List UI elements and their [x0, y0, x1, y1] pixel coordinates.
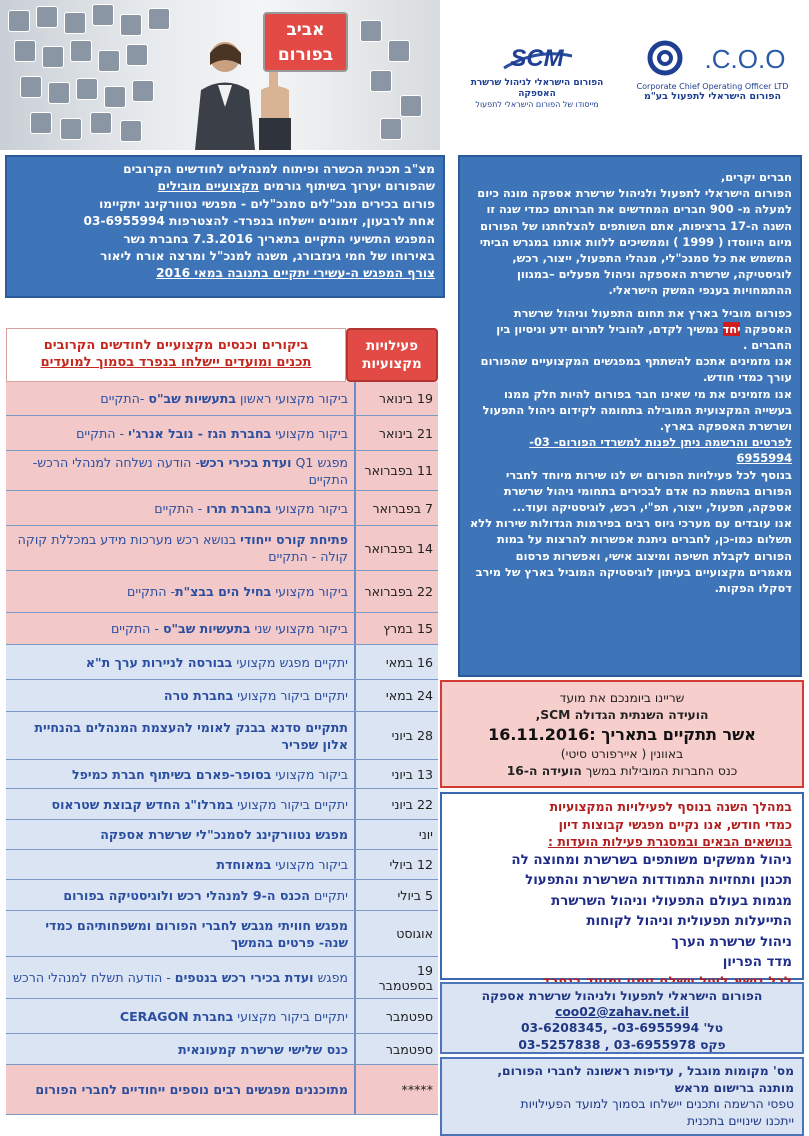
row-activity-text — [35, 1081, 348, 1098]
scm-mark-text: SCM — [510, 45, 564, 72]
notes-line-4: ייתכנו שינויים בתכנית — [686, 1113, 794, 1128]
coo-logo-line2: הפורום הישראלי לתפעול בע"מ — [643, 91, 782, 102]
row-activity — [6, 820, 354, 849]
row-activity-pre: ביקור מקצועי — [271, 766, 348, 782]
row-activity-bold: מפגש חוויתי מגבש לחברי הפורום ומשפחותיהם כמדי שנה- פרטים בהמשך — [45, 917, 348, 950]
topics-intro-2: כמדי חודש, אנו נקיים מפגשי קבוצות דיון — [558, 816, 792, 832]
row-activity — [6, 957, 354, 998]
row-activity-pre: יתקיים ביקור מקצועי — [233, 1008, 348, 1024]
row-activity-text — [12, 917, 348, 951]
coo-logo-mark — [625, 38, 800, 78]
row-activity-pre: מפגש — [313, 970, 348, 985]
row-activity-post: - התקיים — [76, 425, 129, 441]
table-row — [6, 789, 438, 820]
row-activity — [6, 416, 354, 450]
row-activity-text — [52, 796, 348, 813]
row-activity-bold: הכנס ה-9 למנהלי רכש ולוגיסטיקה בפורום — [63, 887, 310, 903]
scm-logo-line1: הפורום הישראלי לניהול שרשרת האספקה — [470, 78, 604, 99]
header-photo-collage — [0, 0, 440, 150]
row-activity-pre: ביקור מקצועי — [271, 500, 348, 516]
table-row — [6, 911, 438, 957]
table-row — [6, 491, 438, 526]
row-activity-pre: ביקור מקצועי — [271, 857, 348, 872]
row-date: 15 במרץ — [354, 613, 438, 644]
notes-line-3: טפסי הרשמה ותכנים יישלחו בסמוך למועד הפעילויות — [520, 1097, 794, 1111]
row-date: ספטמבר — [354, 999, 438, 1033]
row-activity-bold: בחברת תרו — [206, 500, 272, 516]
table-row — [6, 957, 438, 999]
table-row — [6, 1034, 438, 1065]
row-activity — [6, 911, 354, 956]
table-body — [6, 382, 438, 1115]
table-row — [6, 1065, 438, 1115]
row-activity-pre: ביקור מקצועי — [271, 584, 348, 599]
row-activity-bold: תתקיים סדנא בבנק לאומי להעצמת המנהלים בהנחיית אלון שפריר — [34, 719, 348, 752]
letter-para-4: אנו מזמינים את מי שאינו חבר בפורום להיות חלק ממנו בעשייה המקצועית המובילה בתחומה לקידום ניהול התפעול ושרשרת האספקה בארץ. — [482, 386, 792, 434]
row-activity-text — [72, 766, 348, 783]
row-activity-bold: בבורסה לניירות ערך ת"א — [85, 654, 233, 670]
table-row — [6, 680, 438, 712]
row-activity — [6, 491, 354, 525]
row-activity-text — [178, 1041, 348, 1058]
row-activity-post: - הודעה תשלח למנהלי הרכש — [13, 970, 175, 985]
row-activity-text — [111, 620, 348, 637]
row-activity-bold: בחיל הים בבצ"ת — [175, 584, 272, 599]
row-activity — [6, 571, 354, 612]
row-date: 16 במאי — [354, 645, 438, 679]
contact-fax: פקס 03-6955978 , 03-5257838 — [518, 1037, 726, 1052]
row-activity-text — [120, 1008, 348, 1025]
table-row — [6, 880, 438, 911]
letter-para-2a: כפורום מוביל בארץ את תחום התפעול וניהול שרשרת האספקה — [513, 305, 792, 336]
row-activity-pre: יתקיים ביקור מקצועי — [233, 688, 348, 703]
letter-para-3: אנו מזמינים אתכם להשתתף במפגשים המקצועיים שהפורום עורך כמדי חודש. — [480, 354, 792, 385]
topics-box — [440, 792, 804, 980]
row-activity-bold: במאוחדת — [216, 857, 272, 872]
spring-badge — [263, 12, 348, 72]
row-activity-text — [154, 500, 348, 517]
notes-line-1: מס' מקומות מוגבל , עדיפות ראשונה לחברי הפורום, — [497, 1064, 794, 1078]
table-row — [6, 382, 438, 416]
row-activity-pre: יתקיים מפגש מקצועי — [232, 654, 348, 670]
row-date: 19 בספטמבר — [354, 957, 438, 998]
topic-item: מדד הפריון — [722, 955, 792, 971]
table-row — [6, 645, 438, 680]
row-date: 22 ביוני — [354, 789, 438, 819]
row-activity-post: - התקיים — [110, 621, 163, 636]
conference-line-5b: הועידה ה-16 — [506, 764, 582, 778]
row-date: אוגוסט — [354, 911, 438, 956]
letter-para-5: בנוסף לכל פעילויות הפורום יש לנו שירות מיוחד לחברי הפורום בהשמת כח אדם לבכירים בתחומי ניהול שרשרת אספקה, תפעול, ייצור, תפ"י, רכש, לוגיסטיקה ועוד... — [503, 467, 792, 515]
conference-line-5 — [448, 763, 796, 780]
row-activity-bold: מתוכננים מפגשים רבים נוספים ייחודיים לחברי הפורום — [35, 1082, 348, 1097]
intro-highlight: מקצועיים מובילים — [157, 179, 260, 194]
notes-line-2: מותנה ברישום מראש — [674, 1080, 794, 1095]
row-activity-text — [12, 454, 348, 488]
scm-logo-mark — [462, 42, 612, 74]
row-date: 12 ביולי — [354, 850, 438, 879]
row-activity — [6, 760, 354, 788]
row-activity-bold: מפגש נטוורקינג לסמנכ"לי שרשרת אספקה — [100, 827, 348, 842]
row-activity-post: - התקיים — [127, 584, 176, 599]
row-activity-text — [12, 531, 348, 565]
table-header-date — [346, 328, 438, 382]
row-date: 21 בינואר — [354, 416, 438, 450]
row-activity-text — [100, 826, 348, 843]
table-row — [6, 760, 438, 789]
intro-line-5: המפגש התשיעי התקיים בתאריך 7.3.2016 בחברת נשר — [123, 231, 435, 246]
topic-item: ניהול שרשרת הערך — [671, 934, 792, 950]
intro-line-2 — [15, 178, 435, 195]
conference-line-1: שריינו ביומנכם את מועד — [559, 691, 685, 705]
table-row — [6, 712, 438, 760]
row-date: 19 בינואר — [354, 382, 438, 415]
row-date: 24 במאי — [354, 680, 438, 711]
table-row — [6, 820, 438, 850]
row-activity-bold: בחברת הגז - נובל אנרג'י — [128, 425, 272, 441]
intro-box — [5, 155, 445, 298]
row-activity-pre: יתקיים ביקור מקצועי — [233, 796, 348, 812]
row-date: 7 בפברואר — [354, 491, 438, 525]
conference-line-5a: כנס החברות המובילות במשך — [581, 764, 738, 778]
row-activity-bold: בחברת CERAGON — [119, 1008, 234, 1024]
scm-logo — [462, 42, 612, 109]
activities-table — [6, 328, 438, 1115]
letter-greeting: חברים יקרים, — [720, 170, 792, 184]
row-activity-pre: ביקור מקצועי — [271, 425, 348, 441]
topic-item: מגמות בעולם התפעולי וניהול השרשרת — [551, 893, 792, 909]
table-row — [6, 999, 438, 1034]
intro-line-2-text: שהפורום יערוך בשיתוף גורמים — [259, 179, 435, 194]
row-activity-bold: בחברת טרה — [163, 688, 234, 703]
businesswoman-image — [185, 35, 265, 150]
row-activity — [6, 850, 354, 879]
table-header-activities — [6, 328, 346, 382]
row-activity-text — [86, 654, 348, 671]
intro-line-1: מצ"ב תכנית הכשרה ופיתוח למנהלים לחודשים הקרובים — [123, 162, 435, 176]
conference-date: אשר תתקיים בתאריך :16.11.2016 — [488, 725, 756, 744]
row-activity-bold: בסופר-פארם בשיתוף חברת כמיפל — [71, 766, 272, 782]
conference-box — [440, 680, 804, 788]
row-activity-text — [164, 687, 348, 704]
row-activity-pre: מפגש Q1 — [291, 454, 348, 470]
conference-line-2: הועידה השנתית הגדולה SCM, — [535, 708, 709, 722]
topic-item: התייעלות תפעולית וניהול לקוחות — [586, 914, 792, 930]
row-activity-post: - התקיים — [154, 500, 207, 516]
topic-item: תכנון ותחזיות התמודדות השרשרת והתפעול — [525, 873, 792, 889]
table-header-date-2: מקצועיות — [362, 357, 422, 372]
row-activity — [6, 880, 354, 910]
table-header-act-2: תכנים ומועדים יישלחו בנפרד בסמוך למועדים — [40, 355, 312, 370]
topic-item: ניהול ממשקים משותפים בשרשרת ומחוצה לה — [511, 852, 792, 868]
row-activity-text — [100, 390, 348, 407]
topics-intro-3: בנושאים הבאים ובמסגרת פעילות הועדות : — [548, 834, 792, 850]
table-row — [6, 451, 438, 491]
row-activity — [6, 451, 354, 490]
letter-box — [458, 155, 802, 677]
intro-line-4: אחת לרבעון, זימונים יישלחו בנפרד- להצטרפות 03-6955994 — [83, 214, 435, 229]
contact-box — [440, 982, 804, 1054]
row-activity-text — [12, 719, 348, 753]
row-activity-bold: ועדת בכירי רכש בנטפים — [174, 970, 314, 985]
intro-line-3: פורום בכירים מנכ"לים סמנכ"לים - מפגשי נטוורקינג יתקיימו — [99, 196, 435, 211]
row-activity-bold: במרלו"ג החדש קבוצת שטראוס — [51, 796, 234, 812]
row-activity — [6, 526, 354, 570]
row-activity-post: בנושא רכש מערכות מידע במכללת קוקה קולה - התקיים — [17, 532, 348, 564]
letter-para-2b: נמשיך לקדם, להוביל לתרום ידע וניסיון בין החברים . — [496, 321, 792, 353]
row-activity — [6, 712, 354, 759]
table-row — [6, 571, 438, 613]
row-activity — [6, 999, 354, 1033]
letter-together: יחד — [722, 321, 741, 336]
row-activity-bold: בתעשיות שב"ס — [148, 391, 236, 406]
intro-line-6: באירוחו של חמי גינזבורג, משנה למנכ"ל ומרצה אורח ליאור — [100, 249, 435, 264]
row-activity-text — [63, 887, 348, 904]
row-date: ***** — [354, 1065, 438, 1114]
row-activity-text — [76, 425, 348, 442]
letter-contact-line: לפרטים והרשמה ניתן לפנות למשרדי הפורום- 03- 6955994 — [529, 435, 792, 466]
contact-phone: טל' 03-6955994- ,03-6208345 — [520, 1021, 724, 1036]
row-activity-post: - הודעה נשלחה למנהלי הרכש- התקיים — [32, 454, 348, 487]
row-activity — [6, 680, 354, 711]
table-row — [6, 850, 438, 880]
row-date: 13 ביוני — [354, 760, 438, 788]
row-activity — [6, 613, 354, 644]
row-activity — [6, 789, 354, 819]
row-date: 28 ביוני — [354, 712, 438, 759]
coo-logo — [625, 38, 800, 108]
row-date: יוני — [354, 820, 438, 849]
letter-para-6: אנו עובדים עם מערכי גיוס רבים בפירמות הגדולות שירות ללא תשלום כמו-כן, לחברים ניתנת אפשרות להרצות על במות הפורום לקבלת חשיפה ומיצוב אישי, ואפשרות פרסום מאמרים מקצועיים בעיתון לוגיסטיקה המוביל בארץ של מירב דסקלו הפקות. — [470, 516, 792, 596]
conference-venue: באוונין ( איירפורט סיטי) — [560, 747, 684, 761]
row-activity — [6, 1065, 354, 1114]
coo-mark-text: C.O.O. — [704, 44, 786, 74]
row-activity-bold: פתיחת קורס ייחודי — [240, 532, 348, 547]
row-activity-text — [216, 856, 348, 873]
letter-para-1: הפורום הישראלי לתפעול ולניהול שרשרת אספקה מונה כיום למעלה מ- 900 חברים המחדשים את חברותם כמדי שנה זו השנה ה-17 ברציפות, אתם השותפים להצלחתנו של הפורום מיום היווסדו ( 1999 ) וממשיכים ללוות אותנו במגרש הביתי המשמש את כל סמנכ"לי, מנהלי התפעול, ייצור, רכש, לוגיסטיקה, שרשרת האספקה וניהול מפעלים –במגוון ההתמחויות בענפי המשק הישראלי. — [477, 186, 792, 298]
row-activity-bold: בתעשיות שב"ס — [162, 621, 251, 636]
intro-line-7: צורף המפגש ה-עשירי יתקיים בתנובה במאי 2016 — [156, 266, 435, 281]
table-header-date-1: פעילויות — [365, 339, 419, 354]
row-activity — [6, 645, 354, 679]
contact-email-link[interactable]: coo02@zahav.net.il — [555, 1005, 689, 1020]
row-activity-pre: ביקור מקצועי ראשון — [236, 391, 348, 406]
row-date: ספטמבר — [354, 1034, 438, 1064]
badge-line-1: אביב — [286, 20, 325, 40]
letter-para-2 — [470, 305, 792, 354]
row-activity-bold: כנס שלישי שרשרת קמעונאית — [178, 1041, 348, 1057]
table-header-act-1: ביקורים וכנסים מקצועיים לחודשים הקרובים — [43, 338, 309, 353]
contact-org: הפורום הישראלי לתפעול ולניהול שרשרת אספקה — [481, 989, 763, 1003]
table-row — [6, 613, 438, 645]
row-date: 22 בפברואר — [354, 571, 438, 612]
table-row — [6, 526, 438, 571]
row-activity-text — [13, 969, 348, 986]
table-header — [6, 328, 438, 382]
row-activity — [6, 1034, 354, 1064]
row-activity — [6, 382, 354, 415]
badge-line-2: בפורום — [277, 45, 334, 65]
row-date: 5 ביולי — [354, 880, 438, 910]
table-row — [6, 416, 438, 451]
row-activity-post: -התקיים — [100, 391, 149, 406]
row-activity-text — [127, 583, 348, 600]
row-date: 14 בפברואר — [354, 526, 438, 570]
coo-logo-line1: Corporate Chief Operating Officer LTD — [636, 82, 789, 91]
notes-box — [440, 1057, 804, 1136]
row-activity-pre: ביקור מקצועי שני — [250, 621, 348, 636]
row-activity-pre: יתקיים — [309, 887, 348, 903]
topics-intro-1: במהלך השנה בנוסף לפעילויות המקצועיות — [549, 799, 792, 814]
scm-logo-line2: מייסודו של הפורום הישראלי לתפעול — [475, 100, 599, 109]
row-activity-bold: ועדת בכירי רכש — [199, 454, 292, 470]
row-date: 11 בפברואר — [354, 451, 438, 490]
